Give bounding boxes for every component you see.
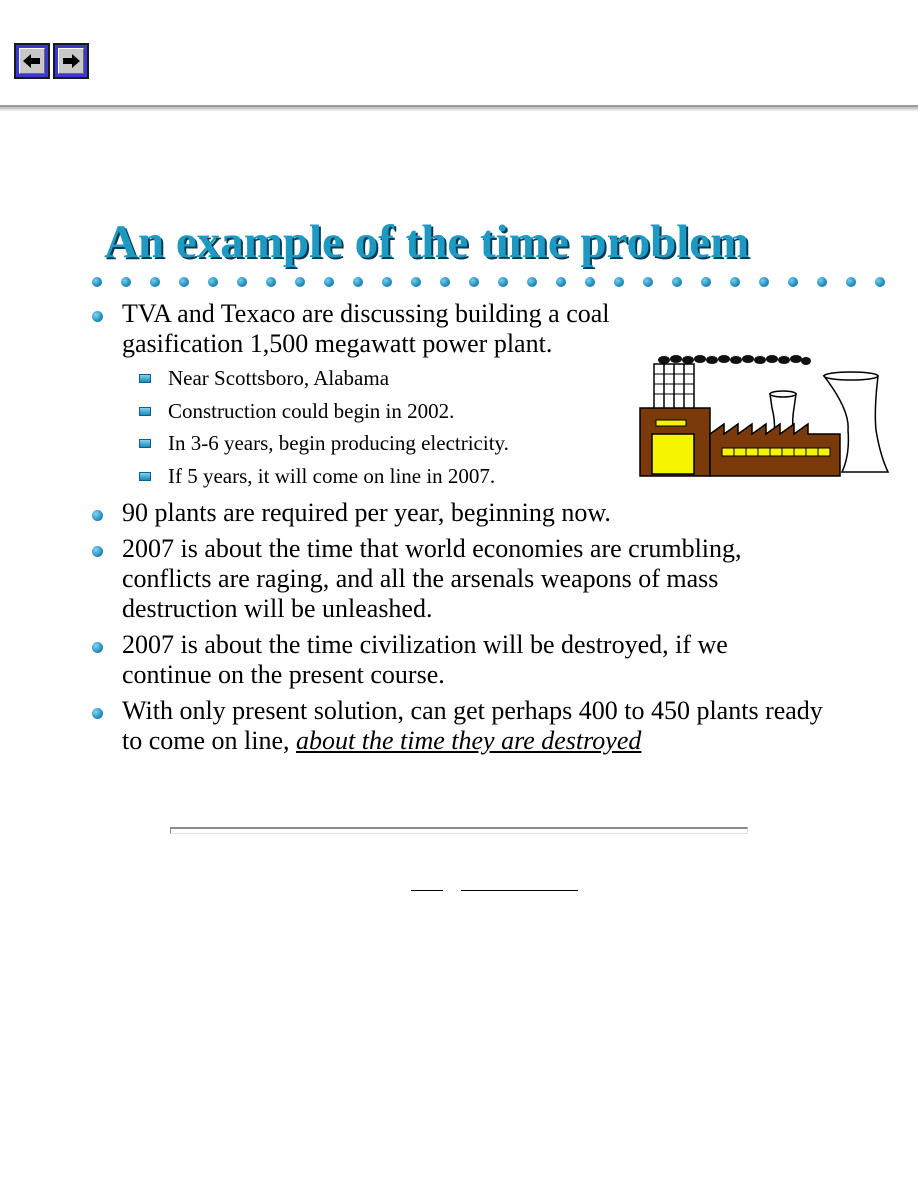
bullet-item <box>92 534 918 624</box>
nav-buttons <box>14 43 89 79</box>
bullet-text: With only present solution, can get perhaps 400 to 450 plants ready to come on line, <box>122 696 823 755</box>
bullet-dot-icon <box>92 510 103 521</box>
bullet-text-wrap <box>122 696 842 756</box>
left-arrow-icon <box>23 54 41 68</box>
power-plant-illustration <box>638 350 890 478</box>
square-bullet-icon <box>139 407 151 416</box>
bullet-item <box>92 498 918 528</box>
sub-bullet-text: If 5 years, it will come on line in 2007. <box>168 463 496 488</box>
bullet-dot-icon <box>92 546 103 557</box>
square-bullet-icon <box>139 472 151 481</box>
sub-bullet-text: Near Scottsboro, Alabama <box>168 366 390 390</box>
slide-title: An example of the time problem <box>104 216 750 268</box>
footer-link-1[interactable] <box>411 878 443 891</box>
square-bullet-icon <box>139 439 151 448</box>
back-button-face <box>19 48 45 74</box>
bullet-item <box>92 696 918 756</box>
sub-bullet-text: In 3-6 years, begin producing electricity. <box>168 431 509 455</box>
footer-divider <box>170 827 748 834</box>
bullet-text: TVA and Texaco are discussing building a coal gasification 1,500 megawatt power plant. <box>122 299 610 358</box>
dotted-title-rule <box>92 277 918 289</box>
forward-button-face <box>58 48 84 74</box>
forward-button[interactable] <box>53 43 89 79</box>
bullet-text: 2007 is about the time that world economies are crumbling, conflicts are raging, and all the arsenals weapons of mass destruction will be unleashed. <box>122 534 742 623</box>
bullet-item <box>92 630 918 690</box>
square-bullet-icon <box>139 374 151 383</box>
bullet-dot-icon <box>92 311 103 322</box>
bullet-dot-icon <box>92 642 103 653</box>
bullet-dot-icon <box>92 708 103 719</box>
bullet-text: 90 plants are required per year, beginning now. <box>122 498 611 527</box>
right-arrow-icon <box>62 54 80 68</box>
back-button[interactable] <box>14 43 50 79</box>
header-divider <box>0 105 918 111</box>
footer-link-2[interactable] <box>461 878 578 891</box>
emphasis-text: about the time they are destroyed <box>296 726 642 755</box>
bullet-text: 2007 is about the time civilization will be destroyed, if we continue on the present course. <box>122 630 728 689</box>
sub-bullet-text: Construction could begin in 2002. <box>168 398 455 423</box>
